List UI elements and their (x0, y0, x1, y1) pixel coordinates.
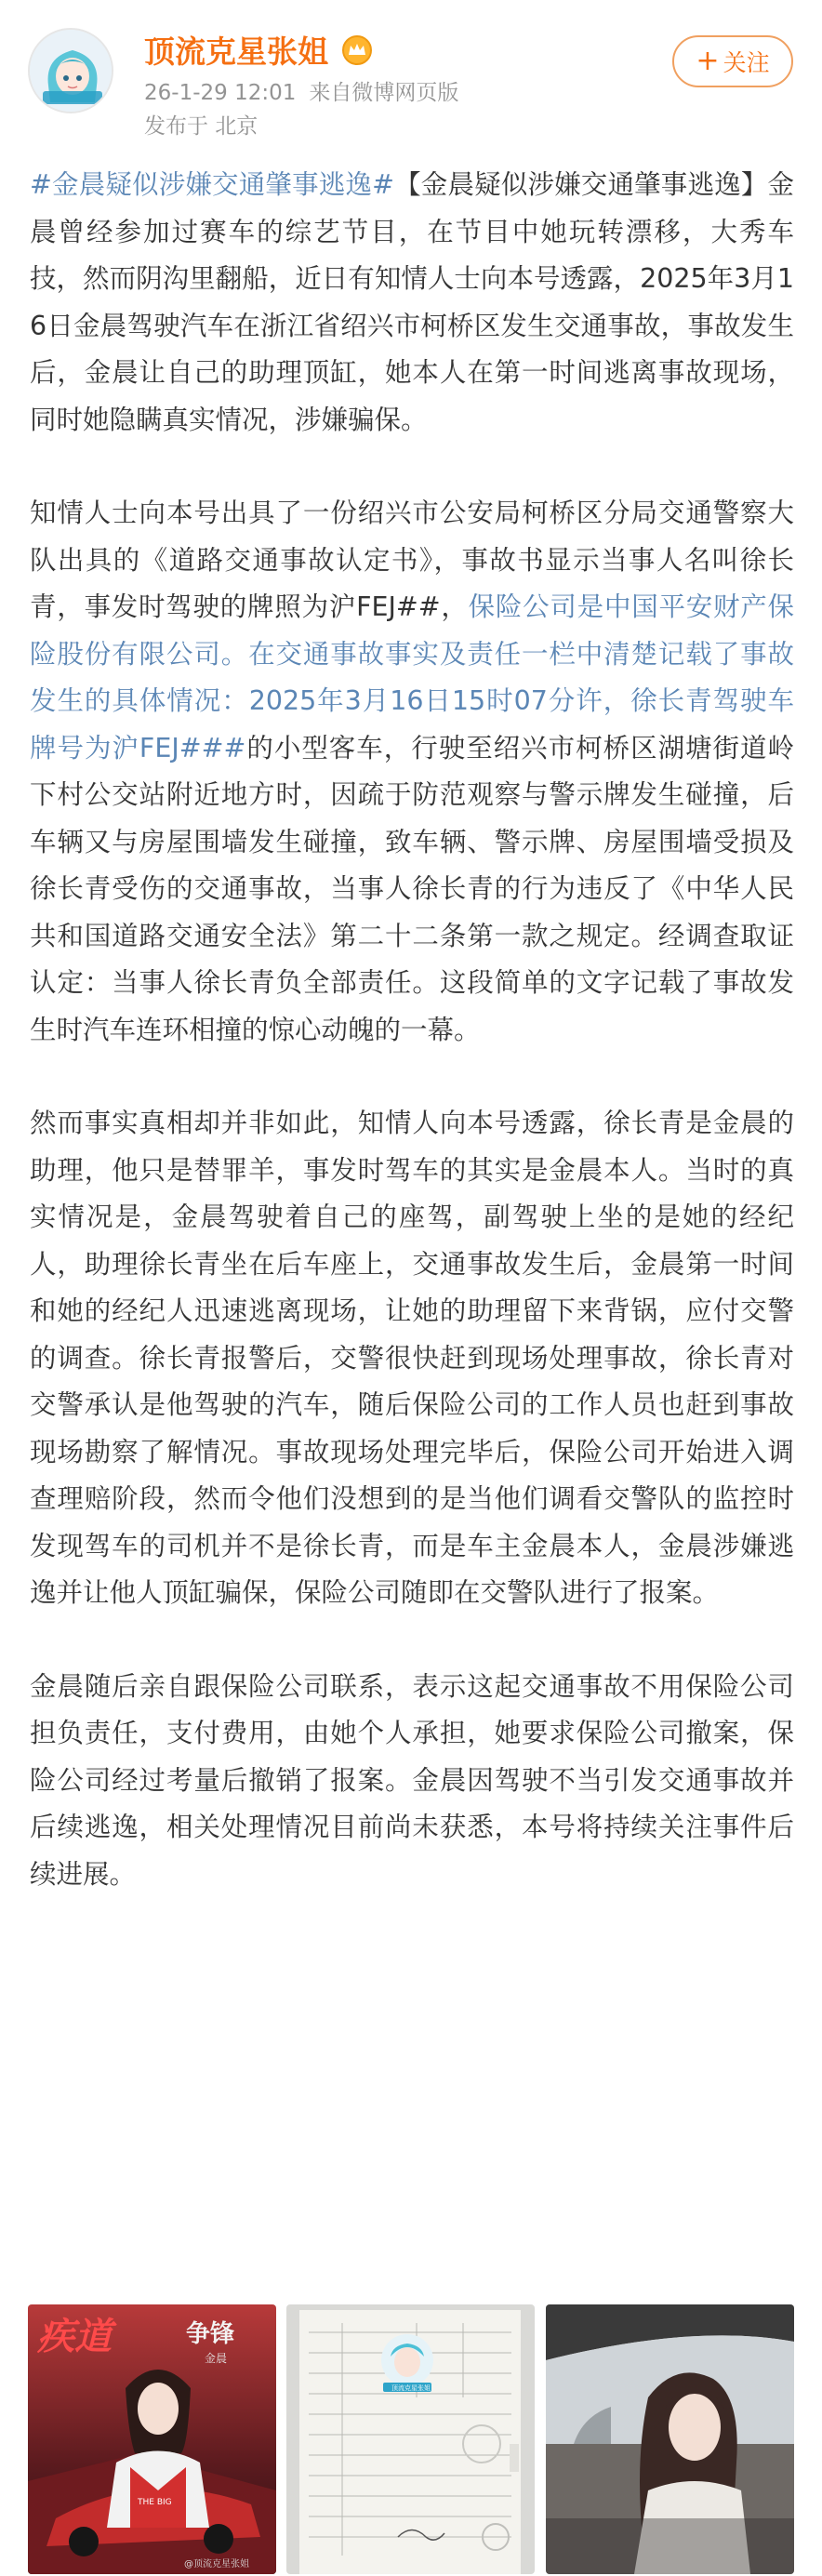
paragraph-4: 金晨随后亲自跟保险公司联系，表示这起交通事故不用保险公司担负责任，支付费用，由她个人承担，她要求保险公司撤案，保险公司经过考量后撤销了报案。金晨因驾驶不当引发交通事故并后续逃逸，相关处理情况目前尚未获悉，本号将持续关注事件后续进展。 (30, 1670, 794, 1890)
image-grid (28, 2304, 794, 2574)
paragraph-2-highlight: 保险公司是中国平安财产保险股份有限公司。在交通事故事实及责任一栏中清楚记载了事故发生的具体情况：2025年3月16日15时07分许，徐长青驾驶车牌号为沪FEJ### (30, 591, 794, 764)
poster-watermark: @顶流克星张姐 (184, 2559, 249, 2569)
paragraph-2-text-after: 的小型客车，行驶至绍兴市柯桥区湖塘街道岭下村公交站附近地方时，因疏于防范观察与警示牌发生碰撞，后车辆又与房屋围墙发生碰撞，致车辆、警示牌、房屋围墙受损及徐长青受伤的交通事故，当事人徐长青的行为违反了《中华人民共和国道路交通安全法》第二十二条第一款之规定。经调查取证认定：当事人徐长青负全部责任。这段简单的文字记载了事故发生时汽车连环相撞的惊心动魄的一幕。 (30, 732, 794, 1045)
paragraph-1 (30, 162, 794, 444)
paragraph-2 (30, 490, 794, 1054)
poster-image-icon[interactable] (28, 2304, 276, 2574)
post-header (0, 0, 822, 158)
doc-watermark: 顶流克星张姐 (391, 2384, 431, 2392)
anime-girl-avatar-icon[interactable] (28, 28, 113, 113)
post-source: 来自微博网页版 (309, 81, 459, 105)
plus-icon: + (696, 45, 720, 77)
paragraph-2-text-before: 知情人士向本号出具了一份绍兴市公安局柯桥区分局交通警察大队出具的《道路交通事故认定书》，事故书显示当事人名叫徐长青，事发时驾驶的牌照为沪FEJ##， (30, 498, 794, 622)
follow-button-label: 关注 (723, 49, 770, 76)
paragraph-1-text: 【金晨疑似涉嫌交通肇事逃逸】金晨曾经参加过赛车的综艺节目，在节目中她玩转漂移，大秀车技，然而阴沟里翻船，近日有知情人士向本号透露，2025年3月16日金晨驾驶汽车在浙江省绍兴市柯桥区发生交通事故，事故发生后，金晨让自己的助理顶缸，她本人在第一时间逃离事故现场，同时她隐瞒真实情况，涉嫌骗保。 (30, 169, 794, 435)
author-name[interactable]: 顶流克星张姐 (144, 33, 328, 70)
car-selfie-image-icon[interactable] (546, 2304, 794, 2574)
document-image-icon[interactable] (286, 2304, 535, 2574)
poster-name: 金晨 (205, 2352, 228, 2365)
follow-button[interactable] (672, 35, 793, 87)
post-location: 发布于 北京 (144, 114, 259, 139)
jersey-text: THE BIG (138, 2498, 172, 2507)
topic-hashtag[interactable]: #金晨疑似涉嫌交通肇事逃逸# (30, 169, 394, 200)
post-timestamp[interactable]: 26-1-29 12:01 (144, 81, 297, 105)
vip-crown-icon (341, 34, 373, 66)
poster-title-2: 争锋 (186, 2320, 235, 2348)
post-body (30, 162, 794, 1898)
post-meta (144, 78, 458, 108)
paragraph-3: 然而事实真相却并非如此，知情人向本号透露，徐长青是金晨的助理，他只是替罪羊，事发时驾车的其实是金晨本人。当时的真实情况是，金晨驾驶着自己的座驾，副驾驶上坐的是她的经纪人，助理徐长青坐在后车座上，交通事故发生后，金晨第一时间和她的经纪人迅速逃离现场，让她的助理留下来背锅，应付交警的调查。徐长青报警后，交警很快赶到现场处理事故，徐长青对交警承认是他驾驶的汽车，随后保险公司的工作人员也赶到事故现场勘察了解情况。事故现场处理完毕后，保险公司开始进入调查理赔阶段，然而令他们没想到的是当他们调看交警队的监控时发现驾车的司机并不是徐长青，而是车主金晨本人，金晨涉嫌逃逸并让他人顶缸骗保，保险公司随即在交警队进行了报案。 (30, 1108, 794, 1608)
poster-title: 疾道 (37, 2316, 112, 2358)
